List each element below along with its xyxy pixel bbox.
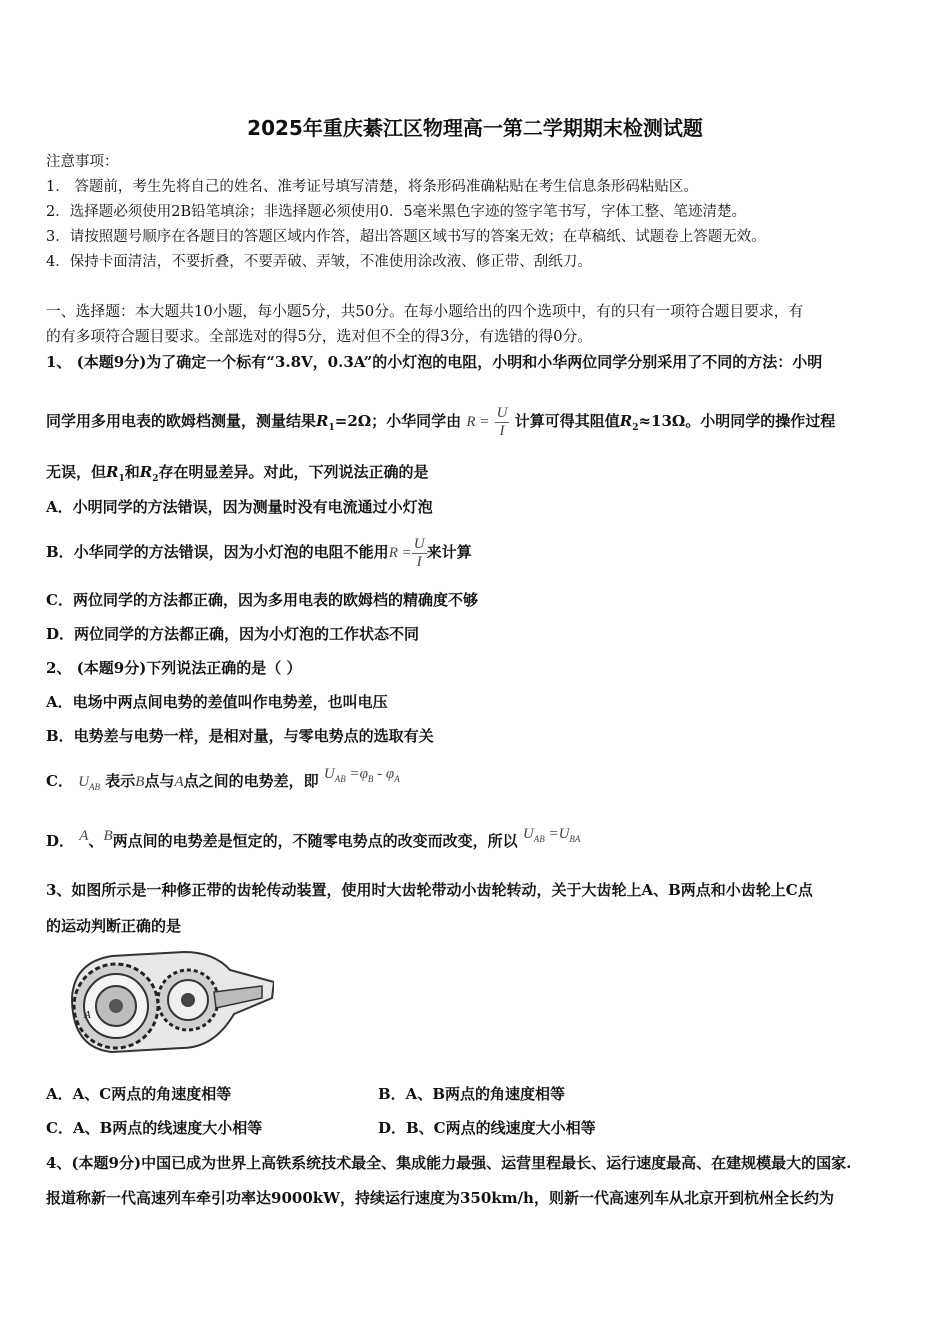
q1-option-d: D．两位同学的方法都正确，因为小灯泡的工作状态不同	[46, 625, 420, 643]
formula-numerator: U	[413, 535, 425, 552]
r2-symbol: R	[619, 412, 633, 430]
u-letter: U	[78, 774, 90, 790]
eq-part: =φ	[345, 766, 368, 782]
ohm-formula	[412, 536, 427, 571]
q2-option-a: A．电场中两点间电势的差值叫作电势差，也叫电压	[46, 693, 388, 711]
q1-text: 计算可得其阻值	[514, 412, 620, 430]
q4-stem-line: 4、(本题9分)中国已成为世界上高铁系统技术最全、集成能力最强、运营里程最长、运行速度最高、在建规模最大的国家.	[46, 1154, 852, 1172]
option-text: 点之间的电势差，即	[183, 772, 319, 790]
note-item: 4．保持卡面清洁，不要折叠，不要弄破、弄皱，不准使用涂改液、修正带、刮纸刀。	[46, 254, 592, 270]
point-a: A	[79, 828, 89, 844]
correction-tape-gear-figure	[64, 948, 274, 1060]
r2-value: ≈13Ω。小明同学的操作过程	[638, 412, 836, 430]
q3-option-a: A．A、C两点的角速度相等	[46, 1085, 232, 1103]
q1-option-c: C．两位同学的方法都正确，因为多用电表的欧姆档的精确度不够	[46, 591, 478, 609]
q2-option-b: B．电势差与电势一样，是相对量，与零电势点的选取有关	[46, 727, 434, 745]
q4-stem-line: 报道称新一代高速列车牵引功率达9000kW，持续运行速度为350km/h，则新一代高速列车从北京开到杭州全长约为	[46, 1189, 834, 1207]
eq-part: =U	[544, 826, 570, 842]
potential-equation	[324, 766, 400, 782]
r1-symbol: R	[316, 412, 329, 430]
section-instructions-line: 一、选择题：本大题共10小题，每小题5分，共50分。在每小题给出的四个选项中，有的只有一项符合题目要求，有	[46, 303, 804, 320]
q1-stem-line	[46, 462, 916, 489]
potential-equation	[523, 826, 581, 842]
r1-sub: 1	[118, 474, 125, 484]
option-text: 来计算	[426, 543, 472, 561]
option-text: B．小华同学的方法错误，因为小灯泡的电阻不能用	[46, 543, 389, 561]
q3-option-c: C．A、B两点的线速度大小相等	[46, 1119, 263, 1137]
q1-text: 存在明显差异。对此，下列说法正确的是	[158, 463, 429, 481]
formula-denominator: I	[416, 553, 422, 570]
option-label: C．	[46, 772, 73, 790]
r1-sub: 1	[328, 423, 335, 433]
q1-text: 同学用多用电表的欧姆档测量，测量结果	[46, 412, 317, 430]
option-label: D．	[46, 832, 75, 850]
q1-option-b	[46, 534, 916, 571]
formula-numerator: U	[496, 404, 508, 421]
u-letter: U	[323, 766, 335, 782]
formula-lhs: R =	[466, 414, 490, 430]
u-sub: AB	[334, 774, 346, 784]
note-item: 2．选择题必须使用2B铅笔填涂；非选择题必须使用0．5毫米黑色字迹的签字笔书写，字体工整、笔迹清楚。	[46, 204, 747, 220]
option-text: 表示	[105, 772, 136, 790]
ohm-formula	[495, 405, 510, 440]
point-a: A	[174, 774, 184, 790]
q2-option-d	[46, 826, 916, 862]
q3-stem-line: 3、如图所示是一种修正带的齿轮传动装置，使用时大齿轮带动小齿轮转动，关于大齿轮上A、B两点和小齿轮上C点	[46, 881, 813, 899]
point-b: B	[103, 828, 113, 844]
figure-label-a: A	[84, 1009, 91, 1021]
q3-stem-line: 的运动判断正确的是	[46, 917, 182, 935]
u-ab-symbol	[78, 774, 100, 790]
note-item: 3．请按照题号顺序在各题目的答题区域内作答，超出答题区域书写的答案无效；在草稿纸、试题卷上答题无效。	[46, 229, 766, 245]
formula-denominator: I	[499, 422, 505, 439]
section-instructions-line: 的有多项符合题目要求。全部选对的得5分，选对但不全的得3分，有选错的得0分。	[46, 328, 593, 345]
eq-part: - φ	[373, 766, 395, 782]
note-item: 1． 答题前，考生先将自己的姓名、准考证号填写清楚，将条形码准确粘贴在考生信息条形码粘贴区。	[46, 179, 698, 195]
large-gear-icon	[74, 964, 158, 1048]
small-gear-icon	[158, 970, 218, 1030]
q1-stem-line: 1、 (本题9分)为了确定一个标有“3.8V，0.3A”的小灯泡的电阻，小明和小华两位同学分别采用了不同的方法：小明	[46, 353, 823, 371]
formula-lhs: R =	[388, 545, 412, 561]
r2-sub: 2	[632, 423, 639, 433]
option-text: 点与	[144, 772, 175, 790]
option-text: 、	[88, 832, 104, 850]
u-sub: BA	[569, 834, 581, 844]
point-b: B	[135, 774, 145, 790]
r2-symbol: R	[139, 463, 153, 481]
q3-option-d: D．B、C两点的线速度大小相等	[378, 1119, 596, 1137]
q1-text: 无误，但	[46, 463, 107, 481]
phi-sub: B	[367, 774, 374, 784]
u-sub: AB	[89, 782, 101, 792]
q1-text: 和	[124, 463, 140, 481]
phi-sub: A	[394, 774, 400, 784]
r1-value: =2Ω；小华同学由	[334, 412, 462, 430]
q1-stem-line	[46, 403, 916, 446]
r1-symbol: R	[106, 463, 119, 481]
r2-sub: 2	[152, 474, 159, 484]
u-sub: AB	[533, 834, 545, 844]
q2-option-c	[46, 766, 916, 802]
page-title: 2025年重庆綦江区物理高一第二学期期末检测试题	[247, 116, 703, 140]
notes-heading: 注意事项：	[46, 154, 119, 170]
q1-option-a: A．小明同学的方法错误，因为测量时没有电流通过小灯泡	[46, 498, 433, 516]
q3-option-b: B．A、B两点的角速度相等	[378, 1085, 565, 1103]
q2-stem: 2、 (本题9分)下列说法正确的是（ ）	[46, 659, 302, 677]
u-letter: U	[522, 826, 534, 842]
option-text: 两点间的电势差是恒定的，不随零电势点的改变而改变，所以	[112, 832, 518, 850]
